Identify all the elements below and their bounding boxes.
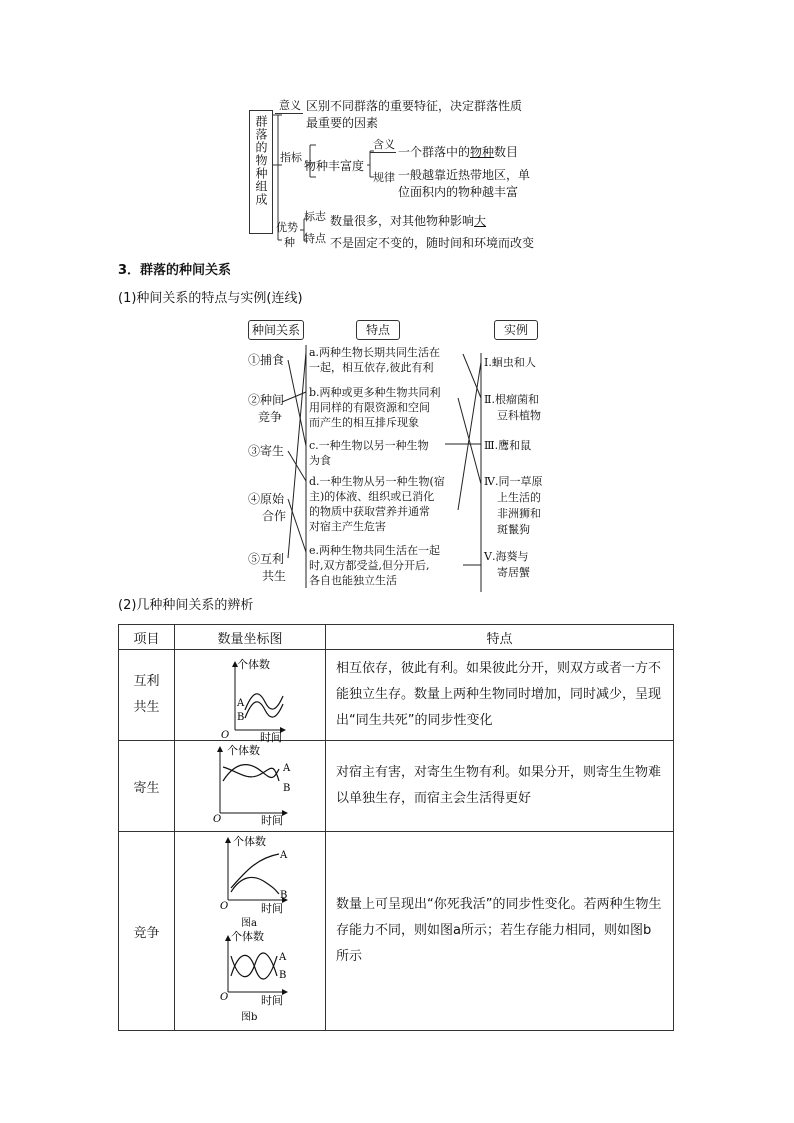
- row-name: 寄生: [119, 741, 175, 832]
- feature-d: d.一种生物从另一种生物(宿 主)的体液、组织或已消化 的物质中获取营养并通常 对宿主产生危害: [309, 475, 445, 533]
- sub2-title: (2)几种种间关系的辨析: [118, 598, 254, 613]
- svg-text:O: O: [220, 992, 229, 1003]
- tedian-text: 不是固定不变的，随时间和环境而改变: [330, 236, 535, 250]
- example-1: Ⅰ.蛔虫和人: [484, 356, 536, 369]
- meaning-text-1: 区别不同群落的重要特征，决定群落性质: [306, 99, 523, 113]
- th-graph: 数量坐标图: [175, 625, 326, 650]
- richness-label: 物种丰富度: [304, 159, 365, 173]
- relation-2b: 竞争: [258, 410, 283, 424]
- meaning-label: 意义: [279, 99, 301, 112]
- svg-text:时间: 时间: [260, 731, 282, 744]
- svg-text:时间: 时间: [261, 814, 283, 827]
- example-4: Ⅳ.同一草原 上生活的 非洲狮和 斑鬣狗: [484, 475, 543, 536]
- feature-a: a.两种生物长期共同生活在 一起，相互依存,彼此有利: [309, 346, 441, 374]
- svg-text:B: B: [280, 890, 288, 901]
- section3-title: 3．群落的种间关系: [118, 263, 232, 278]
- feature-b: b.两种或更多种生物共同利 用同样的有限资源和空间 而产生的相互排斥现象: [309, 386, 441, 429]
- feature-e: e.两种生物共同生活在一起 时,双方都受益,但分开后, 各自也能独立生活: [309, 544, 441, 587]
- header-example: 实例: [494, 320, 538, 340]
- table-row: [119, 650, 674, 741]
- graph-parasitism: [175, 741, 325, 827]
- dominant-label-1: 优势: [276, 221, 298, 234]
- relation-2a: ②种间: [248, 393, 285, 407]
- sub1-title: (1)种间关系的特点与实例(连线): [118, 291, 303, 306]
- svg-text:A: A: [237, 698, 245, 709]
- row-name: 互利 共生: [119, 650, 175, 741]
- guilv-text-2: 位面积内的物种越丰富: [398, 185, 519, 199]
- svg-text:图b: 图b: [241, 1012, 258, 1023]
- guilv-text-1: 一般越靠近热带地区，单: [398, 168, 531, 182]
- relation-5a: ⑤互利: [248, 552, 285, 566]
- svg-text:O: O: [221, 730, 230, 741]
- tedian-label: 特点: [304, 232, 326, 245]
- svg-text:A: A: [280, 850, 288, 861]
- biaozhi-text: 数量很多，对其他物种影响大: [330, 214, 487, 228]
- biaozhi-label: 标志: [304, 210, 326, 223]
- th-item: 项目: [119, 625, 175, 650]
- svg-text:个体数: 个体数: [237, 658, 270, 671]
- index-label: 指标: [280, 151, 302, 164]
- header-feature: 特点: [356, 320, 400, 340]
- svg-text:图a: 图a: [241, 918, 257, 929]
- svg-text:时间: 时间: [261, 994, 283, 1007]
- example-5: Ⅴ.海葵与 寄居蟹: [484, 550, 530, 579]
- table-row: [119, 741, 674, 832]
- example-3: Ⅲ.鹰和鼠: [484, 439, 532, 452]
- svg-text:个体数: 个体数: [231, 930, 264, 943]
- th-feature: 特点: [326, 625, 674, 650]
- row-name: 竞争: [119, 832, 175, 1031]
- relations-table: [118, 624, 674, 1031]
- svg-text:个体数: 个体数: [227, 744, 260, 757]
- row-text: 对宿主有害，对寄生生物有利。如果分开，则寄生生物难以单独生存，而宿主会生活得更好: [326, 741, 674, 832]
- svg-text:B: B: [237, 712, 245, 723]
- relation-1: ①捕食: [248, 353, 285, 367]
- svg-text:个体数: 个体数: [233, 835, 266, 848]
- relation-3: ③寄生: [248, 444, 285, 458]
- dominant-label-2: 种: [284, 236, 295, 249]
- svg-text:A: A: [279, 952, 287, 963]
- row-text: 数量上可呈现出“你死我活”的同步性变化。若两种生物生存能力不同，则如图a所示；若生存能力相同，则如图b所示: [326, 832, 674, 1031]
- relation-4b: 合作: [262, 509, 287, 523]
- feature-c: c.一种生物以另一种生物 为食: [309, 439, 429, 467]
- guilv-label: 规律: [373, 171, 395, 184]
- header-relation: 种间关系: [248, 320, 304, 340]
- table-row: [119, 832, 674, 1031]
- svg-text:A: A: [283, 763, 291, 774]
- relation-5b: 共生: [262, 569, 287, 583]
- graph-competition: [175, 832, 325, 1026]
- svg-text:时间: 时间: [261, 902, 283, 915]
- row-text: 相互依存，彼此有利。如果彼此分开，则双方或者一方不能独立生存。数量上两种生物同时增加，同时减少，呈现出“同生共死”的同步性变化: [326, 650, 674, 741]
- meaning-text-2: 最重要的因素: [306, 116, 379, 130]
- svg-text:B: B: [279, 970, 287, 981]
- graph-mutualism: [175, 650, 325, 744]
- relation-4a: ④原始: [248, 492, 285, 506]
- svg-text:O: O: [213, 814, 222, 825]
- svg-text:O: O: [220, 901, 229, 912]
- svg-text:B: B: [283, 783, 291, 794]
- hanyi-text: 一个群落中的物种数目: [398, 145, 519, 159]
- example-2: Ⅱ.根瘤菌和 豆科植物: [484, 393, 541, 422]
- tree-root: 群落的物种组成: [254, 115, 268, 206]
- hanyi-label: 含义: [373, 138, 395, 151]
